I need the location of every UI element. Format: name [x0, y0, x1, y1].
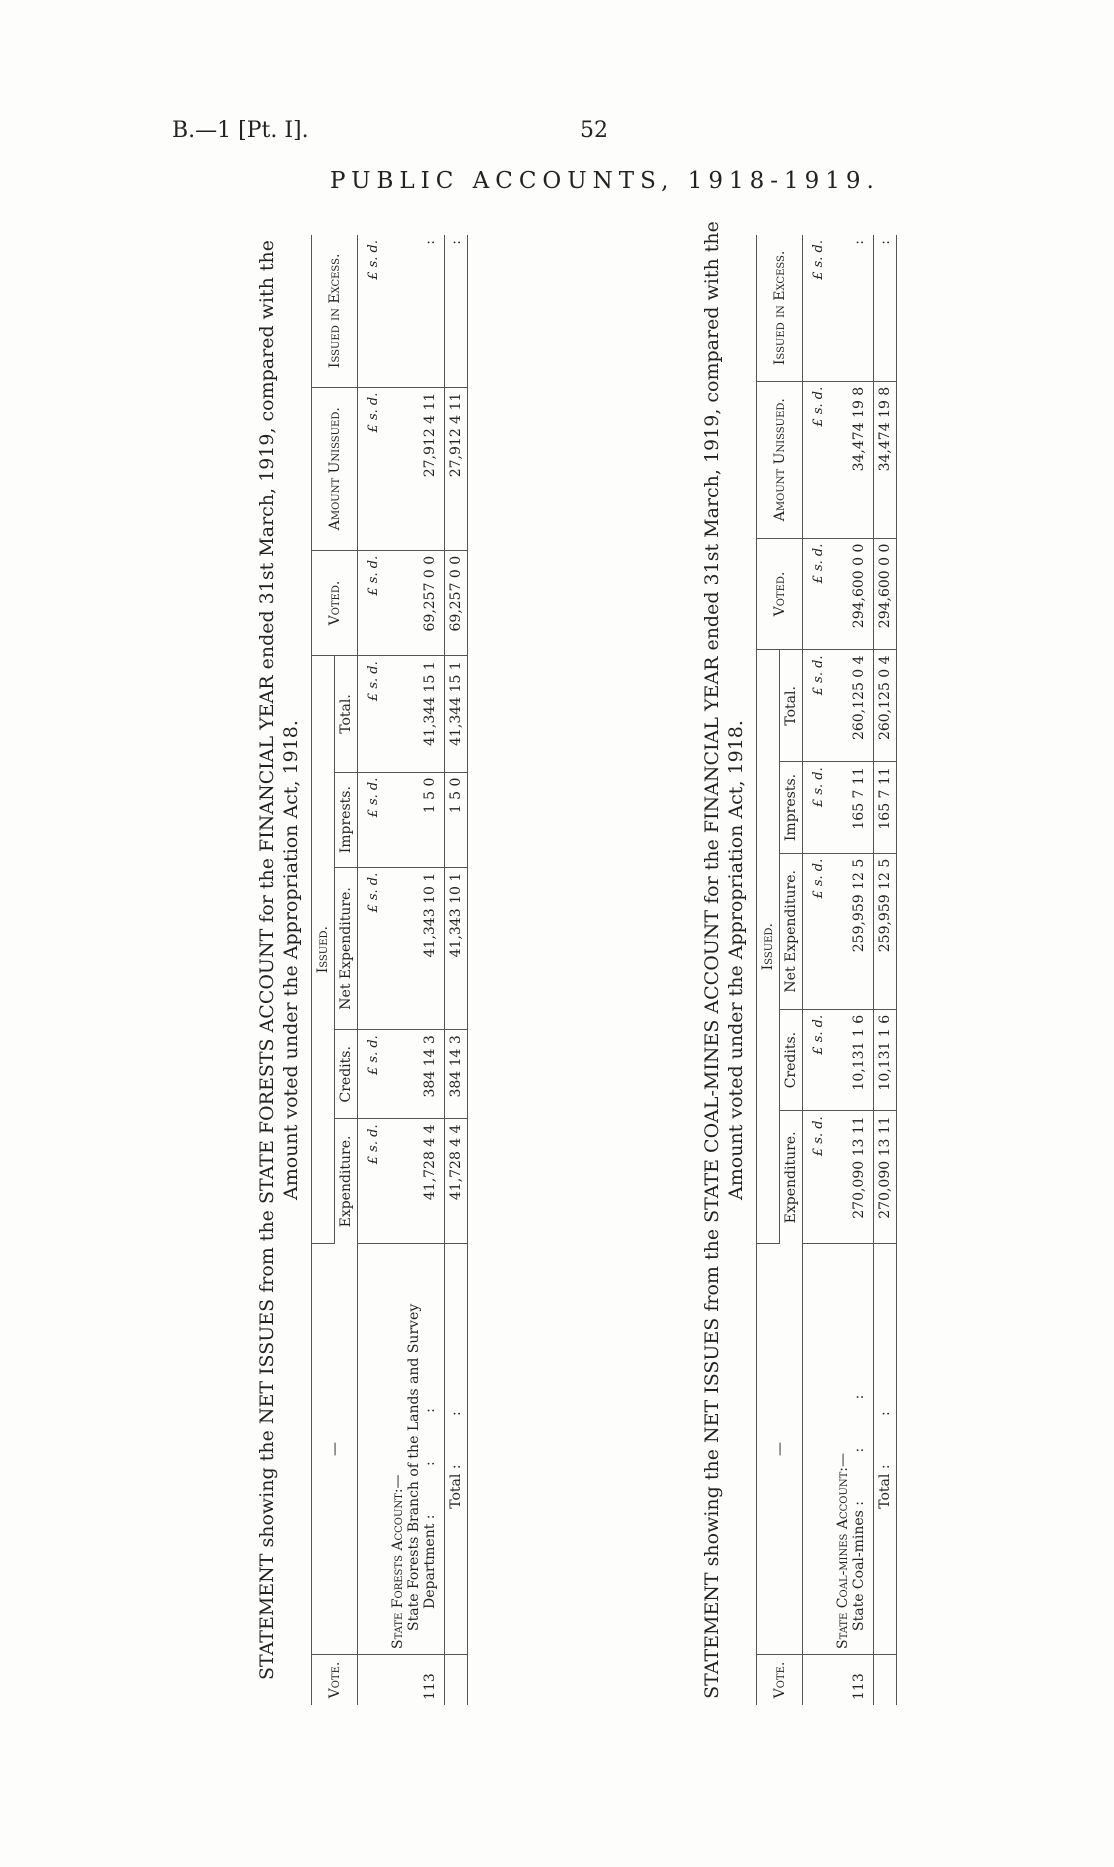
unit-label: £ s. d. [358, 1119, 385, 1244]
statement-table [756, 235, 897, 1705]
unit-label: £ s. d. [358, 772, 385, 867]
col-credits: Credits. [780, 1009, 803, 1110]
col-voted: Voted. [757, 538, 803, 650]
cell-total: 260,125 0 4 [829, 650, 874, 762]
cell-amount-unissued: 27,912 4 11 [384, 387, 445, 550]
service-line: Department [422, 1523, 438, 1609]
account-title: State Coal-mines Account:— [835, 1452, 851, 1649]
statement-heading: STATEMENT showing the NET ISSUES from the STATE COAL-MINES ACCOUNT for the FINANCIAL YEAR ended 31st March, 1919, compared with the Amount voted under the Appropriation Act, 1918. [701, 221, 747, 1699]
page-title: PUBLIC ACCOUNTS, 1918-1919. [330, 168, 880, 194]
unit-label: £ s. d. [358, 235, 385, 387]
unit-label: £ s. d. [358, 867, 385, 1029]
statement-table [311, 235, 468, 1705]
col-amount-unissued: Amount Unissued. [757, 381, 803, 538]
total-imprests: 165 7 11 [874, 762, 897, 853]
service-line: State Coal-mines [851, 1510, 867, 1631]
total-label: Total [448, 1473, 464, 1509]
leader-dots: : : : [422, 1386, 438, 1520]
total-issued-in-excess: : [874, 235, 897, 381]
col-net-expenditure: Net Expenditure. [335, 867, 358, 1029]
unit-label: £ s. d. [803, 762, 830, 853]
cell-credits: 384 14 3 [384, 1030, 445, 1119]
col-amount-unissued: Amount Unissued. [312, 387, 358, 550]
cell-imprests: 165 7 11 [829, 762, 874, 853]
total-imprests: 1 5 0 [445, 772, 468, 867]
cell-voted: 294,600 0 0 [829, 538, 874, 650]
unit-label: £ s. d. [803, 1111, 830, 1244]
col-imprests: Imprests. [780, 762, 803, 853]
vote-number: 113 [422, 1673, 438, 1700]
total-net-expenditure: 259,959 12 5 [874, 853, 897, 1009]
unit-label: £ s. d. [803, 853, 830, 1009]
service-description [829, 1244, 874, 1655]
unit-label: £ s. d. [803, 650, 830, 762]
cell-amount-unissued: 34,474 19 8 [829, 381, 874, 538]
total-issued-in-excess: : [445, 235, 468, 387]
unit-label: £ s. d. [803, 538, 830, 650]
col-voted: Voted. [312, 550, 358, 655]
col-total: Total. [335, 656, 358, 772]
statement-heading: STATEMENT showing the NET ISSUES from the STATE FORESTS ACCOUNT for the FINANCIAL YEAR ended 31st March, 1919, compared with the Amount voted under the Appropriation Act, 1918. [256, 239, 302, 1681]
cell-issued-in-excess: : [829, 235, 874, 381]
col-total: Total. [780, 650, 803, 762]
cell-total: 41,344 15 1 [384, 656, 445, 772]
total-row [445, 235, 468, 1705]
total-credits: 10,131 1 6 [874, 1009, 897, 1110]
total-total: 41,344 15 1 [445, 656, 468, 772]
leader-dots: : : [448, 1389, 464, 1470]
total-net-expenditure: 41,343 10 1 [445, 867, 468, 1029]
vote-number: 113 [851, 1673, 867, 1700]
leader-dots: : : : [851, 1372, 867, 1506]
table-row [384, 235, 445, 1705]
unit-label: £ s. d. [358, 1030, 385, 1119]
col-service: — [312, 1244, 358, 1655]
cell-voted: 69,257 0 0 [384, 550, 445, 655]
total-label: Total [877, 1473, 893, 1509]
leader-dots: : : [877, 1389, 893, 1470]
col-issued: Issued. [312, 656, 335, 1244]
cell-imprests: 1 5 0 [384, 772, 445, 867]
document-reference: B.—1 [Pt. I]. [172, 118, 309, 143]
unit-label: £ s. d. [803, 1009, 830, 1110]
cell-expenditure: 41,728 4 4 [384, 1119, 445, 1244]
col-expenditure: Expenditure. [335, 1119, 358, 1244]
unit-label: £ s. d. [358, 656, 385, 772]
cell-net-expenditure: 41,343 10 1 [384, 867, 445, 1029]
service-description [384, 1244, 445, 1655]
table-row [829, 235, 874, 1705]
unit-label: £ s. d. [358, 387, 385, 550]
col-vote: Vote. [757, 1655, 803, 1706]
total-expenditure: 41,728 4 4 [445, 1119, 468, 1244]
service-line: State Forests Branch of the Lands and Survey [406, 1303, 422, 1631]
cell-credits: 10,131 1 6 [829, 1009, 874, 1110]
total-expenditure: 270,090 13 11 [874, 1111, 897, 1244]
col-issued: Issued. [757, 650, 780, 1244]
total-row [874, 235, 897, 1705]
col-expenditure: Expenditure. [780, 1111, 803, 1244]
total-amount-unissued: 27,912 4 11 [445, 387, 468, 550]
total-voted: 69,257 0 0 [445, 550, 468, 655]
unit-label: £ s. d. [358, 550, 385, 655]
total-voted: 294,600 0 0 [874, 538, 897, 650]
statement-state-forests [255, 215, 468, 1705]
unit-label: £ s. d. [803, 235, 830, 381]
account-title: State Forests Account:— [390, 1474, 406, 1649]
total-credits: 384 14 3 [445, 1030, 468, 1119]
total-amount-unissued: 34,474 19 8 [874, 381, 897, 538]
col-credits: Credits. [335, 1030, 358, 1119]
cell-net-expenditure: 259,959 12 5 [829, 853, 874, 1009]
statement-state-coal-mines [700, 215, 897, 1705]
cell-issued-in-excess: : [384, 235, 445, 387]
col-net-expenditure: Net Expenditure. [780, 853, 803, 1009]
total-total: 260,125 0 4 [874, 650, 897, 762]
cell-expenditure: 270,090 13 11 [829, 1111, 874, 1244]
col-issued-in-excess: Issued in Excess. [312, 235, 358, 387]
col-service: — [757, 1244, 803, 1655]
col-imprests: Imprests. [335, 772, 358, 867]
unit-label: £ s. d. [803, 381, 830, 538]
col-vote: Vote. [312, 1655, 358, 1706]
page-number: 52 [580, 118, 608, 143]
col-issued-in-excess: Issued in Excess. [757, 235, 803, 381]
